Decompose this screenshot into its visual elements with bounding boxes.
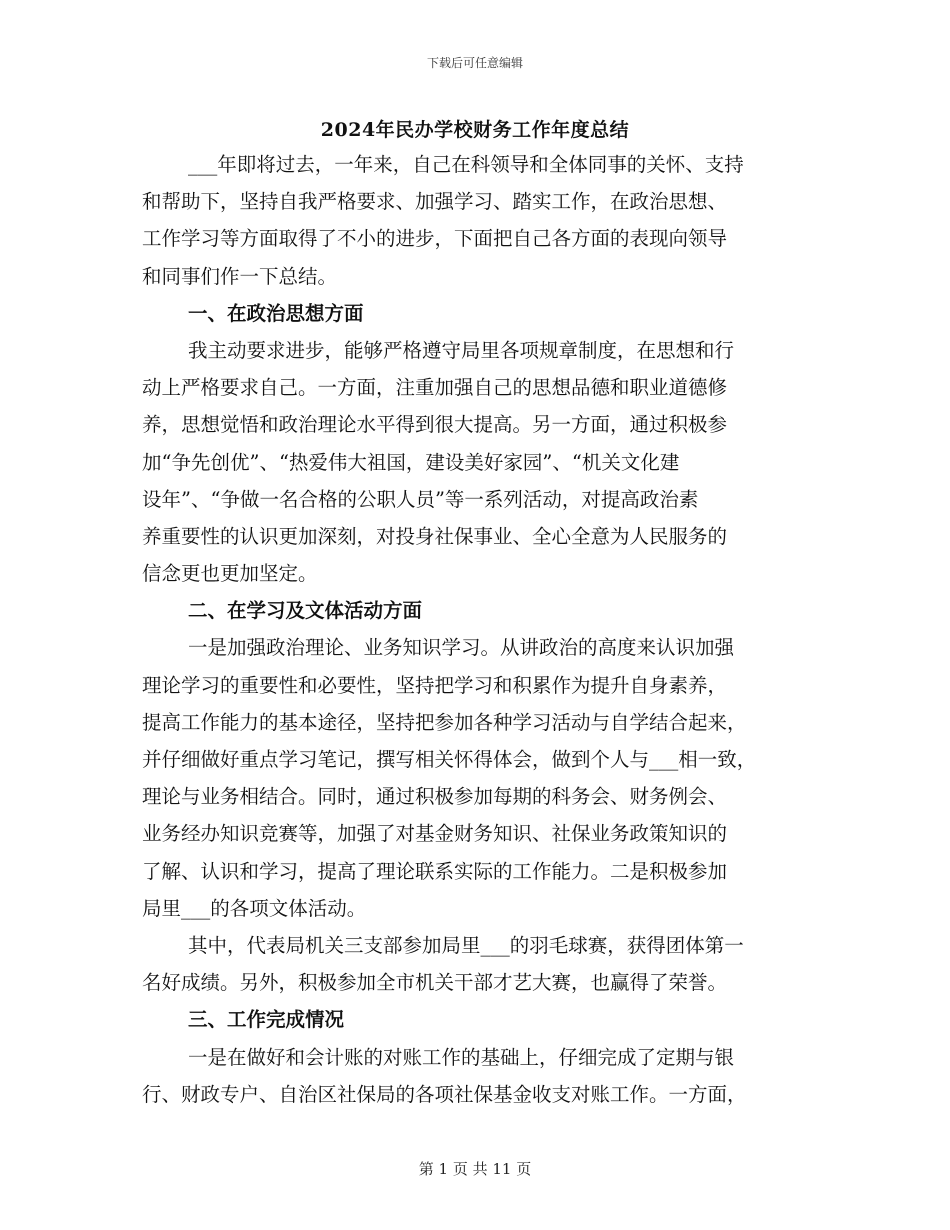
paragraph-line: 行、财政专户、自治区社保局的各项社保基金收支对账工作。一方面， [142, 1082, 747, 1106]
paragraph-line: 并仔细做好重点学习笔记，撰写相关怀得体会，做到个人与___相一致， [142, 748, 757, 771]
paragraph-line: 我主动要求进步，能够严格遵守局里各项规章制度，在思想和行 [188, 338, 735, 362]
paragraph-line: 一是在做好和会计账的对账工作的基础上，仔细完成了定期与银 [188, 1045, 735, 1069]
paragraph-line: 养，思想觉悟和政治理论水平得到很大提高。另一方面，通过积极参 [142, 413, 728, 437]
document-title: 2024年民办学校财务工作年度总结 [320, 119, 630, 141]
paragraph-line: 动上严格要求自己。一方面，注重加强自己的思想品德和职业道德修 [142, 376, 728, 400]
paragraph-line: 局里___的各项文体活动。 [142, 896, 367, 920]
section-heading: 三、工作完成情况 [188, 1008, 345, 1032]
page-number: 第 1 页 共 11 页 [418, 1160, 532, 1178]
paragraph-line: 了解、认识和学习，提高了理论联系实际的工作能力。二是积极参加 [142, 859, 728, 883]
paragraph-line: 理论与业务相结合。同时，通过积极参加每期的科务会、财务例会、 [142, 785, 728, 809]
paragraph-line: 工作学习等方面取得了不小的进步，下面把自己各方面的表现向领导 [142, 227, 728, 251]
paragraph-line: 设年”、“争做一名合格的公职人员”等一系列活动，对提高政治素 [142, 487, 699, 511]
paragraph-line: 名好成绩。另外，积极参加全市机关干部才艺大赛，也赢得了荣誉。 [142, 971, 728, 995]
section-heading: 一、在政治思想方面 [188, 301, 364, 325]
paragraph-line: 一是加强政治理论、业务知识学习。从讲政治的高度来认识加强 [188, 636, 735, 660]
paragraph-line: 加“争先创优”、“热爱伟大祖国，建设美好家园”、“机关文化建 [142, 450, 680, 474]
paragraph-line: 业务经办知识竞赛等，加强了对基金财务知识、社保业务政策知识的 [142, 822, 728, 846]
section-heading: 二、在学习及文体活动方面 [188, 599, 423, 623]
paragraph-line: 提高工作能力的基本途径，坚持把参加各种学习活动与自学结合起来， [142, 710, 747, 734]
document-body [142, 146, 822, 1113]
paragraph-line: 和同事们作一下总结。 [142, 264, 338, 288]
paragraph-line: ___年即将过去，一年来，自己在科领导和全体同事的关怀、支持 [188, 153, 744, 176]
paragraph-line: 其中，代表局机关三支部参加局里___的羽毛球赛，获得团体第一 [188, 933, 744, 957]
page-header-note: 下载后可任意编辑 [426, 56, 523, 70]
paragraph-line: 养重要性的认识更加深刻，对投身社保事业、全心全意为人民服务的 [142, 524, 728, 548]
paragraph-line: 信念更也更加坚定。 [142, 562, 318, 586]
paragraph-line: 理论学习的重要性和必要性，坚持把学习和积累作为提升自身素养， [142, 673, 728, 697]
paragraph-line: 和帮助下，坚持自我严格要求、加强学习、踏实工作，在政治思想、 [142, 190, 728, 214]
